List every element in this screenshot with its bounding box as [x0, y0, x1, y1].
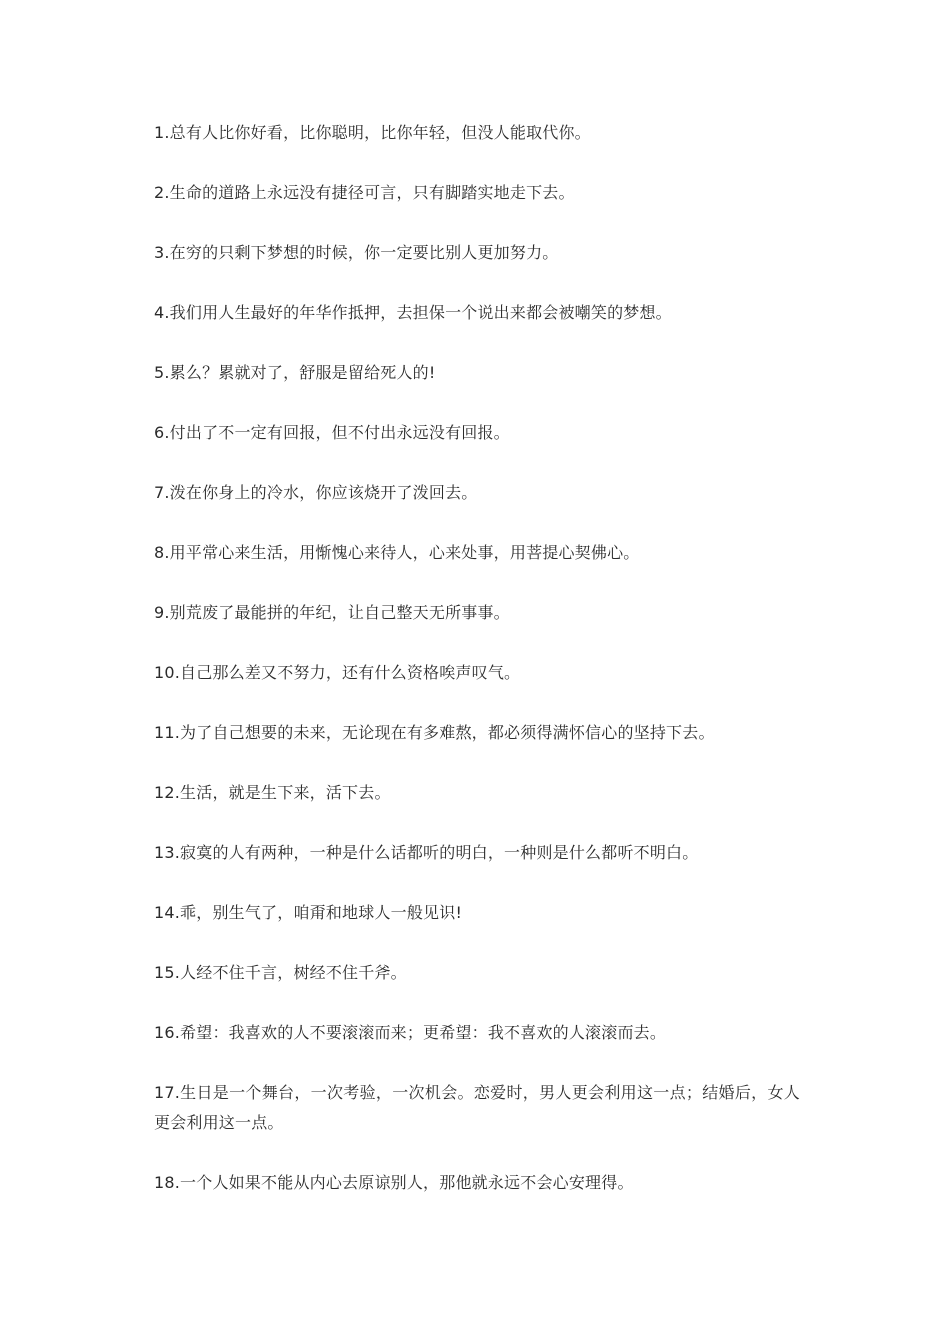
quote-item-10: 10.自己那么差又不努力，还有什么资格唉声叹气。 — [154, 663, 521, 682]
quote-item-2: 2.生命的道路上永远没有捷径可言，只有脚踏实地走下去。 — [154, 183, 575, 202]
quote-item-16: 16.希望：我喜欢的人不要滚滚而来；更希望：我不喜欢的人滚滚而去。 — [154, 1023, 667, 1042]
quote-item-18: 18.一个人如果不能从内心去原谅别人，那他就永远不会心安理得。 — [154, 1173, 634, 1192]
quote-item-14: 14.乖，别生气了，咱甭和地球人一般见识! — [154, 903, 463, 922]
quote-item-11: 11.为了自己想要的未来，无论现在有多难熬，都必须得满怀信心的坚持下去。 — [154, 723, 715, 742]
quote-item-8: 8.用平常心来生活，用惭愧心来待人，心来处事，用菩提心契佛心。 — [154, 543, 640, 562]
quote-item-5: 5.累么？累就对了，舒服是留给死人的! — [154, 363, 436, 382]
quote-item-15: 15.人经不住千言，树经不住千斧。 — [154, 963, 407, 982]
quote-item-6: 6.付出了不一定有回报，但不付出永远没有回报。 — [154, 423, 510, 442]
quote-item-12: 12.生活，就是生下来，活下去。 — [154, 783, 391, 802]
quote-item-13: 13.寂寞的人有两种，一种是什么话都听的明白，一种则是什么都听不明白。 — [154, 843, 699, 862]
quote-list — [154, 118, 800, 1228]
quote-item-9: 9.别荒废了最能拼的年纪，让自己整天无所事事。 — [154, 603, 510, 622]
quote-item-17: 17.生日是一个舞台，一次考验，一次机会。恋爱时，男人更会利用这一点；结婚后，女人更会利用这一点。 — [154, 1083, 800, 1132]
quote-item-3: 3.在穷的只剩下梦想的时候，你一定要比别人更加努力。 — [154, 243, 559, 262]
quote-item-4: 4.我们用人生最好的年华作抵押，去担保一个说出来都会被嘲笑的梦想。 — [154, 303, 672, 322]
quote-item-1: 1.总有人比你好看，比你聪明，比你年轻，但没人能取代你。 — [154, 123, 591, 142]
quote-item-7: 7.泼在你身上的冷水，你应该烧开了泼回去。 — [154, 483, 478, 502]
